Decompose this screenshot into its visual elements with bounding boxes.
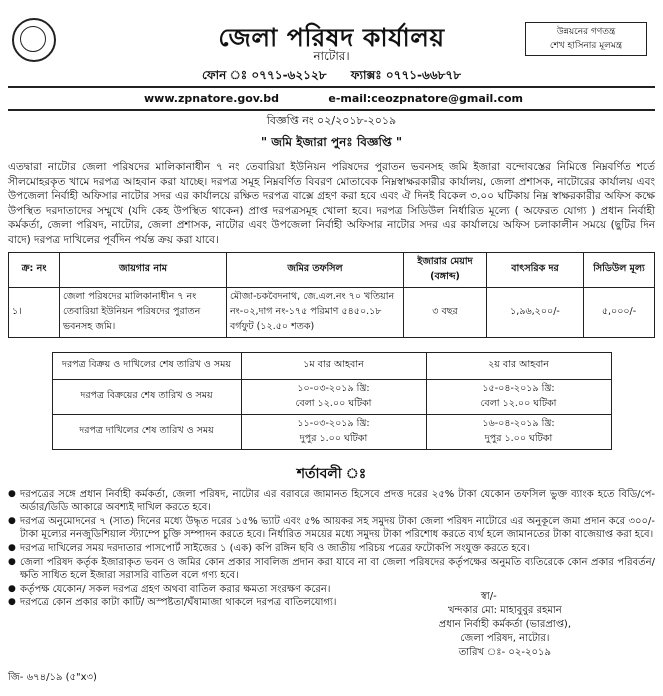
date-header-first: ১ম বার আহবান xyxy=(241,352,426,379)
signatory-name: খন্দকার মো: মাহাবুবুর রহমান xyxy=(447,605,562,616)
first-date: ১০-০৩-২০১৯ খ্রি: xyxy=(297,382,370,394)
lease-table xyxy=(8,252,655,338)
header xyxy=(8,4,655,86)
cell-schedule-price: ৫,০০০/- xyxy=(584,287,655,337)
second-time: বেলা ১২.০০ ঘটিকা xyxy=(480,397,557,409)
cell-duration: ৩ বছর xyxy=(404,287,487,337)
motto-box xyxy=(525,22,647,56)
date-row-second xyxy=(426,379,611,414)
date-table-header xyxy=(52,352,611,379)
lease-table-header xyxy=(9,252,655,287)
header-place: জায়গার নাম xyxy=(60,252,227,287)
contact-line xyxy=(8,67,655,87)
office-location: নাটোর। xyxy=(313,49,350,63)
web-divider xyxy=(8,109,655,111)
header-duration: ইজারার মেয়াদ (বঙ্গাব্দ) xyxy=(404,252,487,287)
second-time: দুপুর ১.০০ ঘটিকা xyxy=(484,432,553,444)
phone-number: ফোন ঃ ০৭৭১-৬২১২৮ xyxy=(201,68,327,82)
list-item: ● জেলা পরিষদ কর্তৃক ইজারাকৃত ভবন ও জমির কোন প্রকার সাবলিজ প্রদান করা যাবে না বা জেলা পরিষদের কর্তৃপক্ষের অনুমতি ব্যতিরেকে কোন প্রকার পরিবর্তন/ক্ষতি সাধিত হলে ইজারা সরাসরি বাতিল বলে গণ্য হবে। xyxy=(8,556,655,583)
header-serial: ক্র: নং xyxy=(9,252,60,287)
motto-line-2: শেখ হাসিনার মূলমন্ত্র xyxy=(549,41,623,51)
email-link[interactable]: e-mail:ceozpnatore@gmail.com xyxy=(328,92,523,105)
second-date: ১৫-০৪-২০১৯ খ্রি: xyxy=(482,382,555,394)
notice-title: " জমি ইজারা পুনঃ বিজ্ঞপ্তি " xyxy=(260,135,403,149)
date-row-label: দরপত্র বিক্রয়ের শেষ তারিখ ও সময় xyxy=(52,379,241,414)
list-item: ● দরপত্রে কোন প্রকার কাটা কাটি/ অস্পষ্টতা/ঘঁষামাজা থাকলে দরপত্র বাতিলযোগ্য। xyxy=(8,596,655,610)
first-time: বেলা ১২.০০ ঘটিকা xyxy=(295,397,372,409)
cell-serial: ১। xyxy=(9,287,60,337)
date-row-label: দরপত্র দাখিলের শেষ তারিখ ও সময় xyxy=(52,414,241,449)
signatory-office: জেলা পরিষদ, নাটোর। xyxy=(460,633,550,644)
reference-code: জি- ৬৭৪/১৯ (৫"x৩) xyxy=(8,672,97,683)
cell-annual-rate: ১,৯৬,২০০/- xyxy=(487,287,584,337)
motto-line-1: উন্নয়নের গণতন্ত্র xyxy=(556,27,616,37)
cell-place: জেলা পরিষদের মালিকানাধীন ৭ নং তেবারিয়া ইউনিয়ন পরিষদের পুরাতন ভবনসহ জমি। xyxy=(60,287,227,337)
date-row-first xyxy=(241,379,426,414)
terms-title: শর্তাবলী ঃ xyxy=(296,465,367,482)
list-item: ● দরপত্রের সঙ্গে প্রধান নির্বাহী কর্মকর্তা, জেলা পরিষদ, নাটোর এর বরাবরে জামানত হিসেবে প্রদত্ত দরের ২৫% টাকা যেকোন তফসিল ভুক্ত ব্যাংক হতে বিডি/পে-অর্ডার/ডিডি আকারে অবশ্যই দাখিল করতে হবে। xyxy=(8,488,655,515)
header-annual-rate: বাৎসরিক দর xyxy=(487,252,584,287)
list-item: ● দরপত্র দাখিলের সময় দরদাতার পাসপোর্ট সাইজের ১ (এক) কপি রঙ্গিন ছবি ও জাতীয় পরিচয় পত্রের ফটোকপি সংযুক্ত করতে হবে। xyxy=(8,542,655,556)
table-row xyxy=(52,379,611,414)
table-row xyxy=(52,414,611,449)
header-schedule-price: সিডিউল মূল্য xyxy=(584,252,655,287)
notice-body: এতদ্বারা নাটোর জেলা পরিষদের মালিকানাধীন ৭ নং তেবারিয়া ইউনিয়ন পরিষদের পুরাতন ভবনসহ জমি ইজারা বন্দোবস্তের নিমিত্তে নিম্নবর্ণিত শর্তে সীলমোহরকৃত খামে দরপত্র আহবান করা যাচ্ছে। দরপত্র সমূহ নিম্নবর্ণিত বিবরণ মোতাবেক নিম্নস্বাক্ষরকারীর কার্যালয়, জেলা প্রশাসক, নাটোরের কার্যালয় এবং উপজেলা নির্বাহী অফিসার নাটোর সদর এর কার্যালয়ে রক্ষিত দরপত্র বাক্সে গ্রহণ করা হবে এবং ঐ দিনই বিকেল ৩.০০ ঘটিকায় নিম্ন স্বাক্ষরকারীর অফিস কক্ষে উপস্থিত দরদাতাদের সম্মুখে (যদি কেহ উপস্থিত থাকেন) প্রাপ্ত দরপত্রসমূহ খোলা হবে। দরপত্র সিডিউল নির্ধারিত মূল্যে ( অফেরত যোগ্য ) প্রধান নির্বাহী কর্মকর্তা, জেলা পরিষদ, নাটোর, জেলা প্রশাসক, নাটোর এবং উপজেলা নির্বাহী অফিসার নাটোর সদর এর কার্যালয়ে অফিস চলাকালীন সময়ে (ছুটির দিন বাদে) দরপত্র দাখিলের পূর্বদিন পর্যন্ত ক্রয় করা যাবে। xyxy=(8,161,655,246)
date-row-second xyxy=(426,414,611,449)
notice-number: বিজ্ঞপ্তি নং ০২/২০১৮-২০১৯ xyxy=(266,114,397,127)
signature-block xyxy=(439,590,571,660)
header-schedule: জমির তফসিল xyxy=(227,252,404,287)
table-row xyxy=(9,287,655,337)
date-header-second: ২য় বার আহবান xyxy=(426,352,611,379)
date-row-first xyxy=(241,414,426,449)
first-time: দুপুর ১.০০ ঘটিকা xyxy=(299,432,368,444)
date-table xyxy=(52,352,612,450)
fax-number: ফ্যাক্সঃ ০৭৭১-৬৬৮৭৮ xyxy=(350,68,462,82)
signature-mark: স্বা/- xyxy=(480,591,497,602)
office-title: জেলা পরিষদ কার্যালয় xyxy=(218,23,445,52)
list-item: ● দরপত্র অনুমোদনের ৭ (সাত) দিনের মধ্যে উদ্ধৃত দরের ১৫% ভ্যাট এবং ৫% আয়কর সহ সমুদয় টাকা জেলা পরিষদ নাটোরে এর অনুকূলে জমা প্রদান করে ৩০০/- টাকা মূল্যের ননজুডিশিয়াল স্ট্যাম্পে চুক্তি সম্পাদন করতে হবে। নির্ধারিত সময়ের মধ্যে সমুদয় টাকা পরিশোধ করতে ব্যর্থ হলে জামানতের টাকা বাজেয়াপ্ত করা হবে। xyxy=(8,515,655,542)
signature-date: তারিখ ঃ- ০২-২০১৯ xyxy=(458,647,551,658)
web-contact xyxy=(8,88,655,109)
first-date: ১১-০৩-২০১৯ খ্রি: xyxy=(297,417,370,429)
second-date: ১৬-০৪-২০১৯ খ্রি: xyxy=(482,417,555,429)
list-item: ● কর্তৃপক্ষ যেকোন/ সকল দরপত্র গ্রহণ অথবা বাতিল করার ক্ষমতা সংরক্ষণ করেন। xyxy=(8,583,655,597)
website-link[interactable]: www.zpnatore.gov.bd xyxy=(144,92,280,105)
date-header-label: দরপত্র বিক্রয় ও দাখিলের শেষ তারিখ ও সময় xyxy=(52,352,241,379)
signatory-designation: প্রধান নির্বাহী কর্মকর্তা (ভারপ্রাপ্ত), xyxy=(438,619,571,630)
cell-schedule: মৌজা-চকবৈদনাথ, জে.এল.নং ৭০ খতিয়ান নং-০২,দাগ নং-১৭৫ পরিমাণ ৫৪৫০.১৮ বর্গফুট (১২.৫০ শতক) xyxy=(227,287,404,337)
